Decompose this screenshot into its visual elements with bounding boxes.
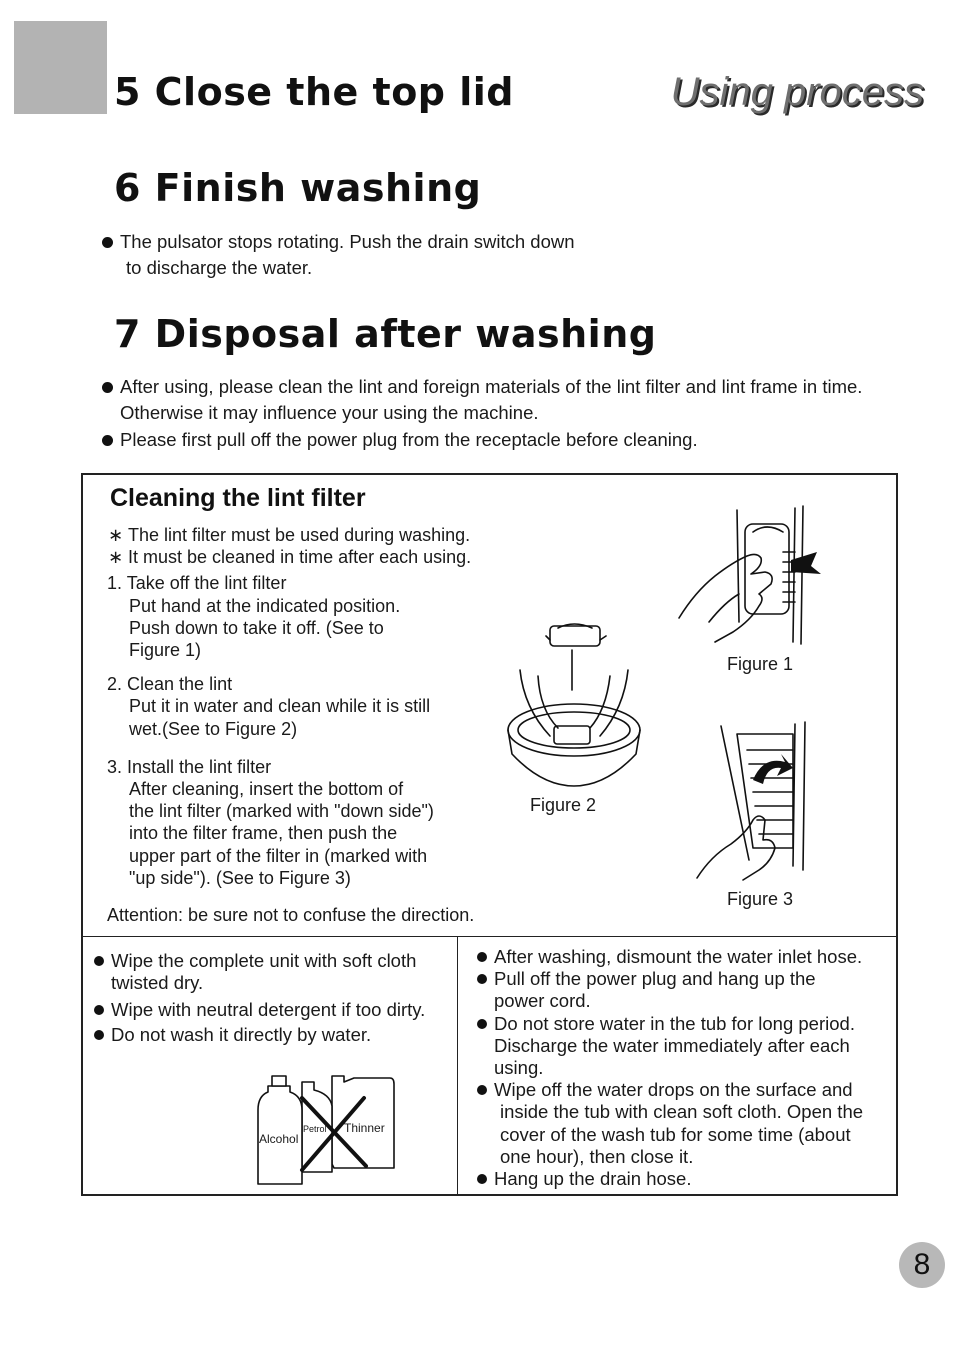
finish-line-1: The pulsator stops rotating. Push the drain switch down xyxy=(120,229,575,255)
right-bullet-4-line-3: cover of the wash tub for some time (about xyxy=(500,1124,851,1145)
figure1-illustration xyxy=(675,502,825,652)
right-bullet-1: After washing, dismount the water inlet hose. xyxy=(494,946,863,967)
step1-line: Put hand at the indicated position. xyxy=(129,596,401,616)
step3-line: upper part of the filter in (marked with xyxy=(129,846,428,866)
step5-title: 5 Close the top lid xyxy=(114,70,514,114)
asterisk-icon: ∗ xyxy=(108,547,124,567)
step3-line: the lint filter (marked with "down side") xyxy=(129,801,434,821)
step2-line: Put it in water and clean while it is still xyxy=(129,696,431,716)
step3-title: 3. Install the lint filter xyxy=(107,757,272,777)
figure3-illustration xyxy=(693,720,813,885)
figure1-label: Figure 1 xyxy=(727,654,794,674)
step3-line: into the filter frame, then push the xyxy=(129,823,398,843)
right-bullet-3-line-2: Discharge the water immediately after each xyxy=(494,1035,850,1056)
lint-filter-heading: Cleaning the lint filter xyxy=(110,484,366,512)
left-bullet-1-line-2: twisted dry. xyxy=(111,972,204,993)
bottle-petrol-label: Petrol xyxy=(303,1124,327,1134)
finish-line-2: to discharge the water. xyxy=(126,257,313,278)
right-bullet-5: Hang up the drain hose. xyxy=(494,1168,692,1189)
right-bullet-4-line-4: one hour), then close it. xyxy=(500,1146,694,1167)
bottle-alcohol-label: Alcohol xyxy=(259,1132,299,1146)
step3-line: After cleaning, insert the bottom of xyxy=(129,779,404,799)
disposal-bullet-1-line-1: After using, please clean the lint and foreign materials of the lint filter and lint frame in time. xyxy=(120,374,862,400)
lint-note-1: ∗ The lint filter must be used during washing. xyxy=(108,525,471,545)
right-bullet-2-line-1: Pull off the power plug and hang up the xyxy=(494,968,816,989)
step1-line: Figure 1) xyxy=(129,640,202,660)
step1-title: 1. Take off the lint filter xyxy=(107,573,287,593)
right-bullet-4-line-2: inside the tub with clean soft cloth. Open the xyxy=(500,1101,864,1122)
right-bullet-4-line-1: Wipe off the water drops on the surface and xyxy=(494,1079,853,1100)
step3-line: "up side"). (See to Figure 3) xyxy=(129,868,351,888)
disposal-title: 7 Disposal after washing xyxy=(114,312,657,356)
right-bullet-3-line-1: Do not store water in the tub for long period. xyxy=(494,1013,855,1034)
left-bullet-1-line-1: Wipe the complete unit with soft cloth xyxy=(111,950,417,971)
step2-line: wet.(See to Figure 2) xyxy=(129,719,298,739)
step1-line: Push down to take it off. (See to xyxy=(129,618,384,638)
corner-gray-block xyxy=(14,21,107,114)
disposal-bullet-2: Please first pull off the power plug from the receptacle before cleaning. xyxy=(120,427,698,453)
section-title: Using process xyxy=(670,70,924,114)
bottle-thinner-label: Thinner xyxy=(344,1121,385,1135)
attention-note: Attention: be sure not to confuse the direction. xyxy=(107,905,475,925)
page-number: 8 xyxy=(899,1242,945,1288)
figure2-label: Figure 2 xyxy=(530,795,597,815)
box-divider-horizontal xyxy=(83,936,898,937)
finish-washing-title: 6 Finish washing xyxy=(114,166,482,210)
step2-title: 2. Clean the lint xyxy=(107,674,233,694)
figure2-illustration xyxy=(502,618,647,788)
figure3-label: Figure 3 xyxy=(727,889,794,909)
asterisk-icon: ∗ xyxy=(108,525,124,545)
left-bullet-2: Wipe with neutral detergent if too dirty. xyxy=(111,999,426,1020)
left-bullet-3: Do not wash it directly by water. xyxy=(111,1024,372,1045)
box-divider-vertical xyxy=(457,937,458,1196)
lint-note-2: ∗ It must be cleaned in time after each using. xyxy=(108,547,472,567)
disposal-bullet-1-line-2: Otherwise it may influence your using the machine. xyxy=(120,402,539,423)
right-bullet-3-line-3: using. xyxy=(494,1057,544,1078)
right-bullet-2-line-2: power cord. xyxy=(494,990,591,1011)
